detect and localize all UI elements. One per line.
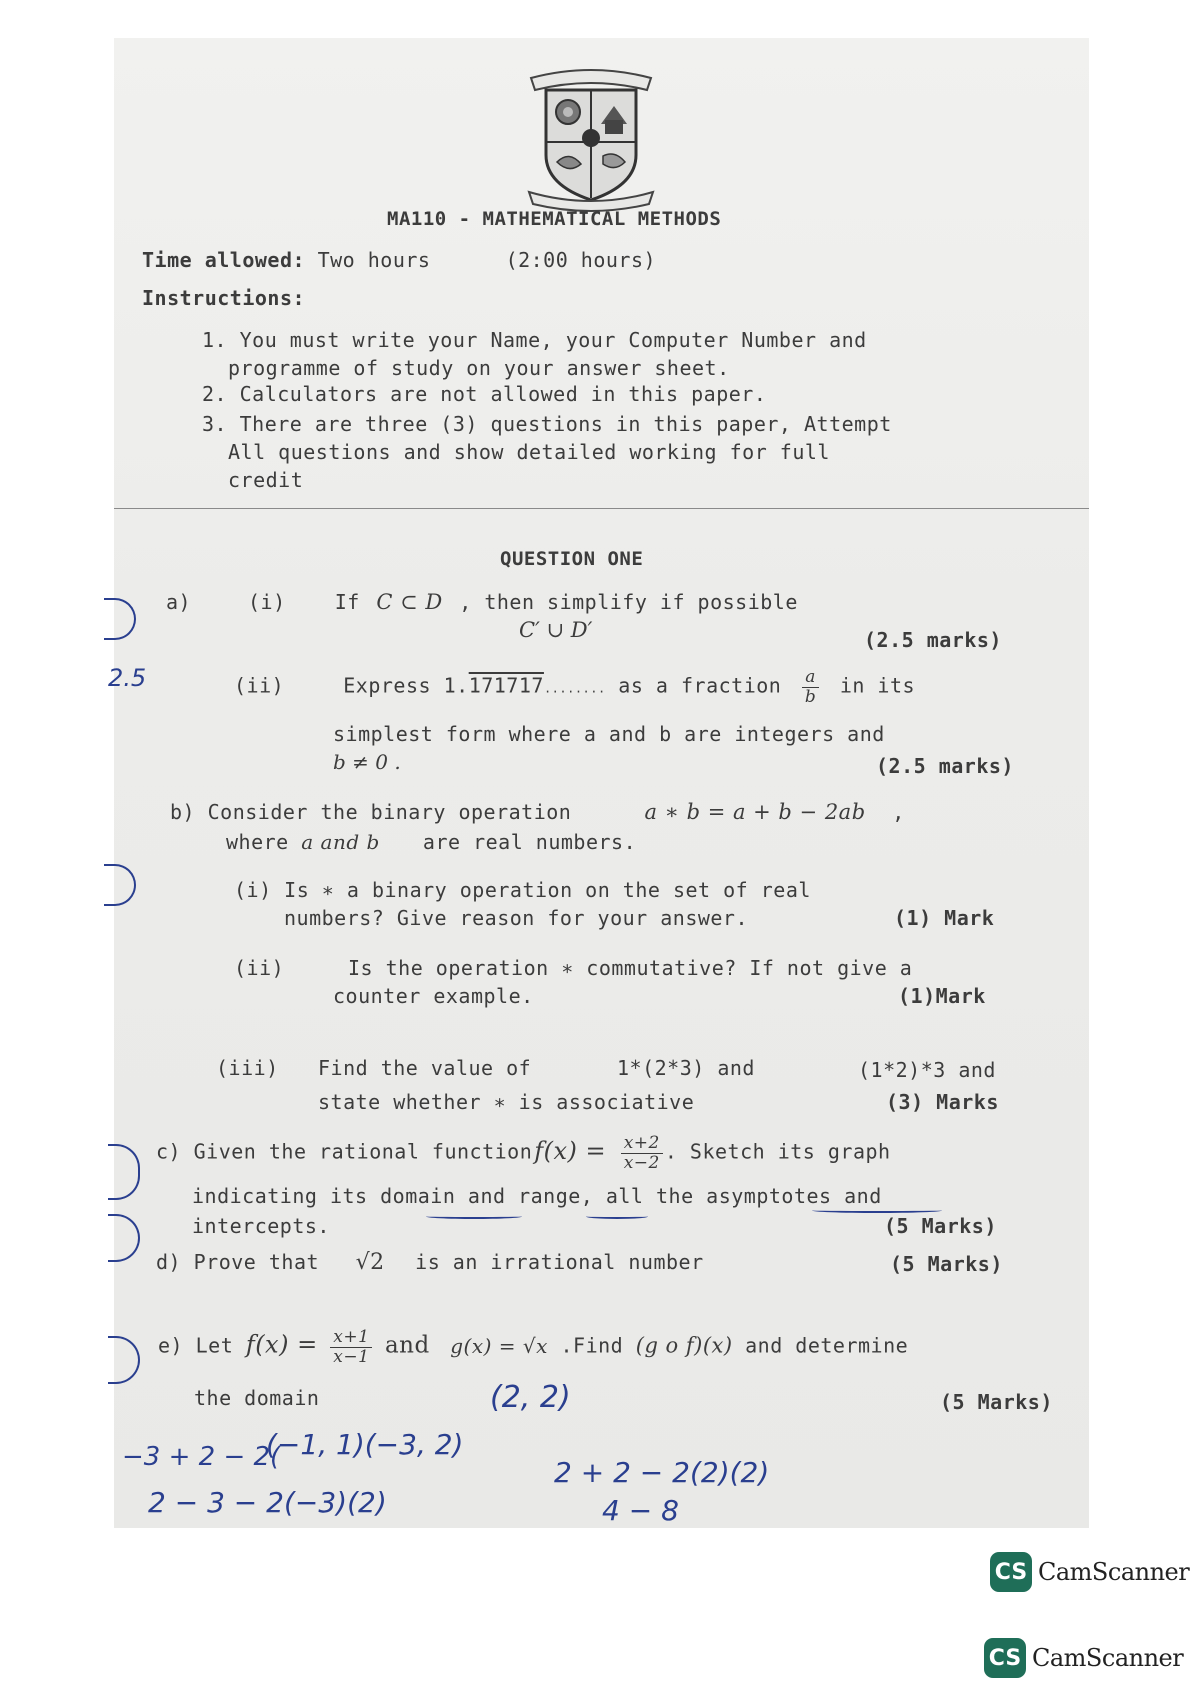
qa-ii-dots: ........ — [543, 681, 606, 696]
instruction-line: Calculators are not allowed in this paper. — [239, 382, 767, 406]
qe-label: e) — [158, 1333, 184, 1358]
instruction-line: credit — [228, 468, 304, 492]
qb-iii-text2: state whether ∗ is associative — [318, 1090, 695, 1114]
qa-ii-number: (ii) — [234, 673, 285, 698]
hw-underline-range — [586, 1214, 648, 1219]
qc-text: Given the rational function — [193, 1139, 533, 1164]
qb-iii-number: (iii) — [216, 1056, 279, 1080]
hw-working-5: 4 − 8 — [602, 1494, 679, 1527]
time-label: Time allowed: — [142, 248, 306, 272]
qe-marks: (5 Marks) — [940, 1390, 1053, 1414]
qa-ii-line2: simplest form where a and b are integers and — [333, 722, 885, 746]
instruction-number: 2. — [202, 382, 228, 406]
instruction-line: programme of study on your answer sheet. — [228, 356, 730, 380]
qe-find: .Find — [560, 1333, 624, 1358]
qb-where: where — [226, 830, 289, 854]
hw-circle-mark-a — [104, 598, 136, 640]
fraction-denominator: b — [804, 686, 817, 707]
fraction-numerator: x+2 — [621, 1134, 663, 1154]
qe-composition: (g o f)(x) — [635, 1333, 733, 1358]
exam-paper — [108, 38, 1089, 1528]
time-allowed — [142, 248, 656, 272]
qa-i-text-pre: If — [334, 590, 360, 614]
qd-line — [156, 1250, 704, 1275]
qe-fx: f(x) = — [245, 1330, 318, 1359]
instruction-line: You must write your Name, your Computer Number and — [239, 328, 867, 352]
qa-ii-text-c: in its — [839, 673, 916, 698]
hw-circle-mark-e — [108, 1336, 140, 1384]
time-value: Two hours — [317, 248, 431, 272]
qb-ii-number: (ii) — [234, 956, 285, 980]
qb-comma: , — [892, 800, 905, 824]
camscanner-text: CamScanner — [1038, 1558, 1190, 1586]
qb-iii-marks: (3) Marks — [886, 1090, 999, 1114]
qa-i-marks: (2.5 marks) — [864, 628, 1002, 652]
qd-text1: Prove that — [193, 1250, 320, 1274]
instruction-line: There are three (3) questions in this paper, Attempt — [239, 412, 892, 436]
qd-label: d) — [156, 1250, 182, 1274]
qc-line2: indicating its domain and range, all the asymptotes and — [192, 1184, 882, 1208]
qe-gx: g(x) = √x — [450, 1333, 548, 1358]
qa-ii-text: Express 1. — [343, 673, 469, 698]
qb-real-numbers: are real numbers. — [422, 830, 637, 854]
hw-circle-mark-b — [104, 864, 136, 906]
hw-underline-asymptotes — [812, 1208, 942, 1213]
camscanner-logo-icon: CS — [990, 1552, 1032, 1592]
instruction-number: 1. — [202, 328, 228, 352]
qb-ii-line2: counter example. — [333, 984, 534, 1008]
qc-function: f(x) = — [534, 1136, 607, 1165]
hw-score-a: 2.5 — [108, 664, 147, 692]
qc-line3: intercepts. — [192, 1214, 330, 1238]
qb-i-line1 — [234, 878, 811, 902]
qc-line1 — [156, 1134, 891, 1172]
qa-i-set: C ⊂ D — [376, 590, 443, 614]
fraction-numerator: a — [802, 668, 819, 688]
qa-ii-line3: b ≠ 0 . — [333, 750, 401, 774]
qa-ii-repeating-decimal: 171717 — [468, 673, 544, 698]
qa-i-number: (i) — [248, 590, 286, 614]
camscanner-watermark-1 — [990, 1552, 1189, 1592]
instructions-heading: Instructions: — [142, 286, 306, 310]
course-title: MA110 - MATHEMATICAL METHODS — [387, 208, 722, 230]
hw-working-4: 2 + 2 − 2(2)(2) — [554, 1456, 770, 1489]
qb-intro-line1 — [170, 800, 905, 824]
qb-ii-marks: (1)Mark — [898, 984, 986, 1008]
qc-marks: (5 Marks) — [884, 1214, 997, 1238]
qc-text-b: . Sketch its graph — [664, 1139, 891, 1164]
hw-working-3: 2 − 3 − 2(−3)(2) — [148, 1486, 387, 1519]
qa-i-line — [248, 590, 798, 614]
qa-ii-text-b: as a fraction — [618, 673, 782, 698]
hw-circle-mark-d — [108, 1214, 140, 1262]
time-hours: (2:00 hours) — [505, 248, 657, 272]
qb-i-number: (i) — [234, 878, 272, 902]
qe-let: Let — [195, 1333, 234, 1358]
instruction-item-2 — [202, 382, 766, 406]
qb-i-line2: numbers? Give reason for your answer. — [284, 906, 749, 930]
qe-line1 — [158, 1328, 908, 1366]
hw-answer-e: (2, 2) — [490, 1380, 571, 1415]
qe-and: and — [384, 1332, 430, 1359]
qc-label: c) — [156, 1139, 182, 1164]
qa-ii-fraction — [802, 668, 819, 706]
hw-circle-mark-c — [108, 1144, 140, 1200]
university-crest-logo — [521, 60, 661, 210]
instruction-item-1 — [202, 326, 867, 382]
qb-ii-line1: Is the operation ∗ commutative? If not give a — [348, 956, 913, 980]
camscanner-watermark-2 — [984, 1638, 1183, 1678]
qb-i-text: Is ∗ a binary operation on the set of real — [284, 878, 811, 902]
camscanner-logo-icon: CS — [984, 1638, 1026, 1678]
qe-fraction — [330, 1328, 372, 1366]
qb-iii-text1: Find the value of — [318, 1056, 532, 1080]
section-divider — [114, 508, 1089, 509]
fraction-denominator: x−1 — [333, 1346, 370, 1367]
qb-intro-text: Consider the binary operation — [207, 800, 572, 824]
qb-variables: a and b — [301, 830, 380, 854]
camscanner-text: CamScanner — [1032, 1644, 1184, 1672]
instruction-line: All questions and show detailed working for full — [228, 440, 830, 464]
hw-working-1: (−1, 1)(−3, 2) — [266, 1428, 464, 1461]
qb-iii-expr2: (1*2)*3 and — [858, 1058, 996, 1082]
qa-ii-marks: (2.5 marks) — [876, 754, 1014, 778]
instruction-item-3 — [202, 410, 892, 494]
question-title: QUESTION ONE — [500, 548, 644, 570]
qb-intro-line2 — [226, 830, 636, 854]
qe-line2: the domain — [194, 1386, 320, 1410]
qd-text2: is an irrational number — [415, 1250, 704, 1274]
instruction-number: 3. — [202, 412, 228, 436]
qd-sqrt2: √2 — [355, 1250, 385, 1275]
qb-operation-expression: a ∗ b = a + b − 2ab — [644, 800, 866, 824]
qa-ii-line1 — [234, 668, 915, 706]
hw-working-2: −3 + 2 − 2( — [122, 1442, 281, 1472]
qe-determine: and determine — [745, 1333, 909, 1358]
qb-i-marks: (1) Mark — [894, 906, 995, 930]
qb-iii-expr1: 1*(2*3) and — [617, 1056, 755, 1080]
qa-i-text-post: , then simplify if possible — [459, 590, 798, 614]
qc-fraction — [621, 1134, 663, 1172]
qb-label: b) — [170, 800, 196, 824]
qa-i-expression: C′ ∪ D′ — [519, 618, 593, 642]
qd-marks: (5 Marks) — [890, 1252, 1003, 1276]
fraction-denominator: x−2 — [623, 1152, 660, 1173]
qa-label: a) — [166, 590, 192, 614]
hw-underline-domain — [426, 1214, 522, 1219]
fraction-numerator: x+1 — [330, 1328, 372, 1348]
